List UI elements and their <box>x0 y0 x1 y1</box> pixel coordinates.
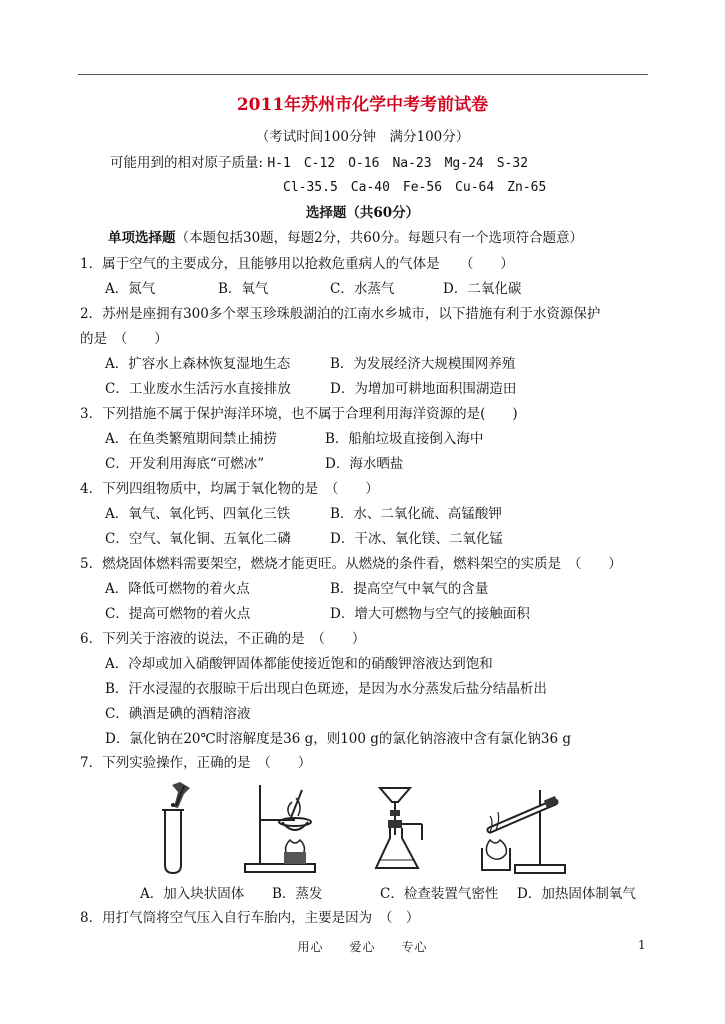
q4-option-c: C．空气、氧化铜、五氧化二磷 <box>105 531 291 547</box>
q5-option-d: D．增大可燃物与空气的接触面积 <box>330 606 530 622</box>
q2-stem-1: 2．苏州是座拥有300多个翠玉珍珠般湖泊的江南水乡城市，以下措施有利于水资源保护 <box>80 306 601 322</box>
q6-option-c: C．碘酒是碘的酒精溶液 <box>105 706 251 722</box>
q6-option-d: D．氯化钠在20℃时溶解度是36 g，则100 g的氯化钠溶液中含有氯化钠36 g <box>105 731 572 747</box>
atomic-mass-label: 可能用到的相对原子质量: <box>110 155 264 171</box>
figure-b-evaporation <box>240 780 320 875</box>
q4-stem: 4．下列四组物质中，均属于氧化物的是 （ ） <box>80 481 379 497</box>
page-footer: 用心 爱心 专心 <box>297 940 428 954</box>
q3-option-d: D．海水晒盐 <box>325 456 404 472</box>
q3-stem: 3．下列措施不属于保护海洋环境，也不属于合理利用海洋资源的是( ) <box>80 406 518 422</box>
exam-subtitle: （考试时间100分钟 满分100分） <box>255 129 470 145</box>
q8-stem: 8．用打气筒将空气压入自行车胎内，主要是因为 （ ） <box>80 910 420 926</box>
q1-stem: 1．属于空气的主要成分，且能够用以抢救危重病人的气体是 （ ） <box>80 256 514 272</box>
q4-option-b: B．水、二氧化硫、高锰酸钾 <box>330 506 502 522</box>
q2-option-a: A．扩容水上森林恢复湿地生态 <box>105 356 291 372</box>
q5-stem: 5．燃烧固体燃料需要架空，燃烧才能更旺。从燃烧的条件看，燃料架空的实质是 （ ） <box>80 556 622 572</box>
section-instr-text: （本题包括30题，每题2分，共60分。每题只有一个选项符合题意） <box>175 230 583 246</box>
figure-c-airtightness <box>370 780 440 875</box>
q6-stem: 6．下列关于溶液的说法，不正确的是 （ ） <box>80 631 366 647</box>
q7-option-a: A．加入块状固体 <box>140 886 245 902</box>
q1-option-a: A．氮气 <box>105 281 156 297</box>
q5-option-b: B．提高空气中氧气的含量 <box>330 581 489 597</box>
section-instructions <box>108 228 583 248</box>
figure-d-heat-solid <box>460 780 570 875</box>
figure-a-add-solid <box>150 780 210 875</box>
q1-option-c: C．水蒸气 <box>330 281 395 297</box>
q3-option-c: C．开发利用海底“可燃冰” <box>105 456 265 472</box>
q6-option-b: B．汗水浸湿的衣服晾干后出现白色斑迹，是因为水分蒸发后盐分结晶析出 <box>105 681 547 697</box>
q6-option-a: A．冷却或加入硝酸钾固体都能使接近饱和的硝酸钾溶液达到饱和 <box>105 656 493 672</box>
q5-option-c: C．提高可燃物的着火点 <box>105 606 251 622</box>
q3-option-a: A．在鱼类繁殖期间禁止捕捞 <box>105 431 277 447</box>
atomic-masses-2: Cl-35.5 Ca-40 Fe-56 Cu-64 Zn-65 <box>283 180 547 195</box>
q7-option-b: B．蒸发 <box>272 886 323 902</box>
q7-stem: 7．下列实验操作，正确的是 （ ） <box>80 755 312 771</box>
q2-option-b: B．为发展经济大规模围网养殖 <box>330 356 516 372</box>
section-instr-bold: 单项选择题 <box>108 230 176 246</box>
q2-option-c: C．工业废水生活污水直接排放 <box>105 381 291 397</box>
q1-option-b: B．氧气 <box>218 281 269 297</box>
section-title: 选择题（共60分） <box>305 205 420 221</box>
page-number: 1 <box>638 938 646 952</box>
atomic-mass-line-1 <box>110 153 528 174</box>
header-rule <box>78 74 648 75</box>
atomic-masses-1: H-1 C-12 O-16 Na-23 Mg-24 S-32 <box>267 156 529 171</box>
q2-option-d: D．为增加可耕地面积围湖造田 <box>330 381 517 397</box>
q1-option-d: D．二氧化碳 <box>443 281 522 297</box>
q3-option-b: B．船舶垃圾直接倒入海中 <box>325 431 484 447</box>
q7-option-c: C．检查装置气密性 <box>380 886 499 902</box>
q4-option-a: A．氧气、氧化钙、四氧化三铁 <box>105 506 291 522</box>
q2-stem-2: 的是 （ ） <box>80 331 168 347</box>
exam-title: 2011年苏州市化学中考考前试卷 <box>236 95 489 115</box>
q7-option-d: D．加热固体制氧气 <box>517 886 636 902</box>
q4-option-d: D．干冰、氧化镁、二氧化锰 <box>330 531 503 547</box>
q5-option-a: A．降低可燃物的着火点 <box>105 581 250 597</box>
